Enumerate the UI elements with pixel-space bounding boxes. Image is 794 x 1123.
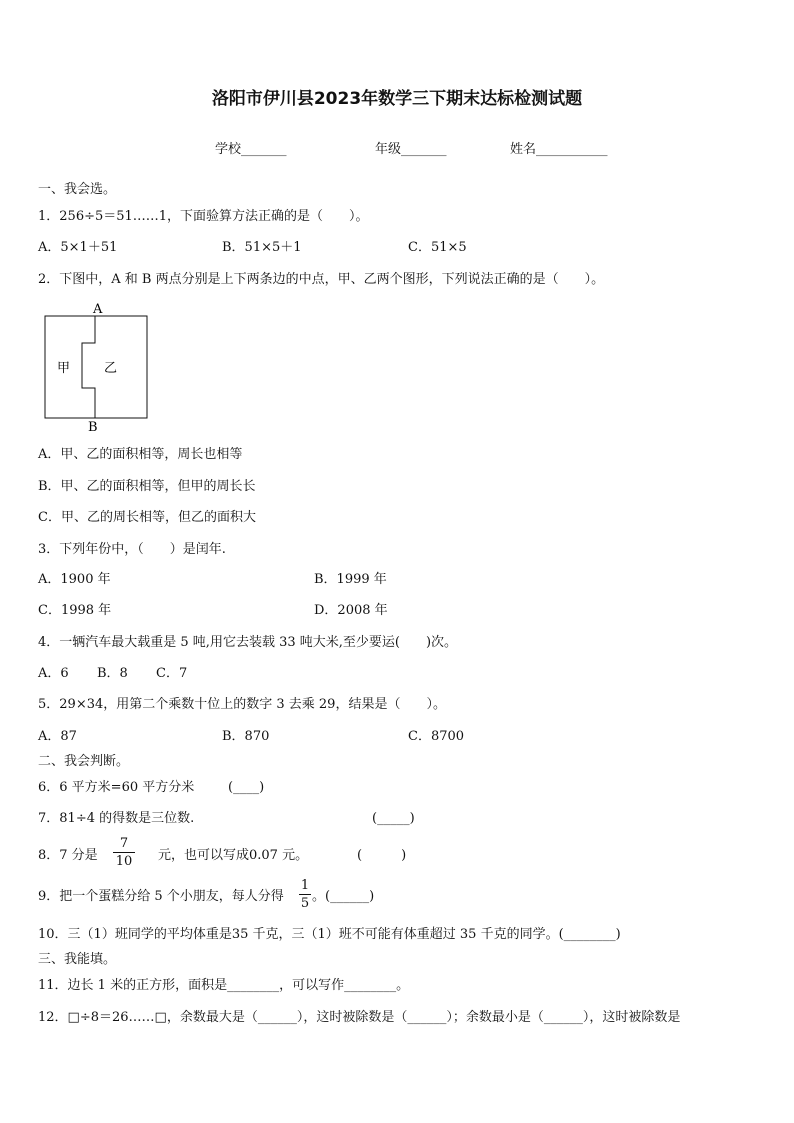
q3-option-c: C．1998 年 [38,603,112,618]
question-8-suffix: 元，也可以写成0.07 元。 [158,848,309,863]
q5-option-b: B．870 [222,729,270,744]
q2-option-c: C．甲、乙的周长相等，但乙的面积大 [38,510,256,525]
q8-fraction-denominator: 10 [115,854,133,869]
q9-fraction [299,878,311,911]
question-9-suffix: 。(______) [312,889,375,904]
q1-option-c: C．51×5 [408,240,467,255]
q1-option-b: B．51×5＋1 [222,240,302,255]
question-12: 12．□÷8＝26……□，余数最大是（______），这时被除数是（______）；余数最小是（______），这时被除数是 [38,1010,681,1025]
name-field: 姓名___________ [510,142,608,157]
q8-answer-blank[interactable]: ( ) [357,848,407,863]
grade-field: 年级_______ [375,142,447,157]
q2-figure [40,298,155,436]
question-6: 6．6 平方米=60 平方分米 [38,780,195,795]
q9-fraction-bar [299,894,311,895]
figure-shape-yi: 乙 [104,361,118,376]
figure-shape-jia: 甲 [57,361,71,376]
figure-point-b: B [88,420,98,435]
question-10: 10．三（1）班同学的平均体重是35 千克，三（1）班不可能有体重超过 35 千克的同学。(________) [38,927,621,942]
q2-option-a: A．甲、乙的面积相等，周长也相等 [38,447,243,462]
q9-fraction-denominator: 5 [300,896,310,911]
q9-fraction-numerator: 1 [300,878,310,893]
figure-divider-line [82,316,95,418]
q8-fraction [113,836,135,869]
question-11: 11．边长 1 米的正方形，面积是________，可以写作________。 [38,978,410,993]
section-heading-3: 三、我能填。 [38,952,117,967]
q4-option-b: B．8 [97,666,128,681]
section-heading-1: 一、我会选。 [38,182,117,197]
question-9-prefix: 9．把一个蛋糕分给 5 个小朋友，每人分得 [38,889,284,904]
q1-option-a: A．5×1＋51 [38,240,118,255]
section-heading-2: 二、我会判断。 [38,754,130,769]
question-8-prefix: 8．7 分是 [38,848,98,863]
q5-option-c: C．8700 [408,729,465,744]
q4-option-a: A．6 [38,666,69,681]
q2-option-b: B．甲、乙的面积相等，但甲的周长长 [38,479,256,494]
question-5: 5．29×34，用第二个乘数十位上的数字 3 去乘 29，结果是（ ）。 [38,697,446,712]
question-7: 7．81÷4 的得数是三位数. [38,811,195,826]
q3-option-a: A．1900 年 [38,572,111,587]
q3-option-d: D．2008 年 [314,603,388,618]
q7-answer-blank[interactable]: (_____) [372,811,415,826]
q8-fraction-bar [113,852,135,853]
q4-option-c: C．7 [156,666,188,681]
q5-option-a: A．87 [38,729,77,744]
question-4: 4．一辆汽车最大载重是 5 吨,用它去装载 33 吨大米,至少要运( )次。 [38,635,458,650]
question-2: 2．下图中，A 和 B 两点分别是上下两条边的中点，甲、乙两个图形，下列说法正确的是（ ）。 [38,272,605,287]
figure-point-a: A [93,302,103,317]
page-title: 洛阳市伊川县2023年数学三下期末达标检测试题 [211,89,583,109]
q3-option-b: B．1999 年 [314,572,387,587]
question-3: 3．下列年份中，（ ）是闰年. [38,542,226,557]
school-field: 学校_______ [215,142,287,157]
question-1: 1．256÷5＝51……1，下面验算方法正确的是（ ）。 [38,209,369,224]
q8-fraction-numerator: 7 [119,836,129,851]
q6-answer-blank[interactable]: (____) [228,780,265,795]
